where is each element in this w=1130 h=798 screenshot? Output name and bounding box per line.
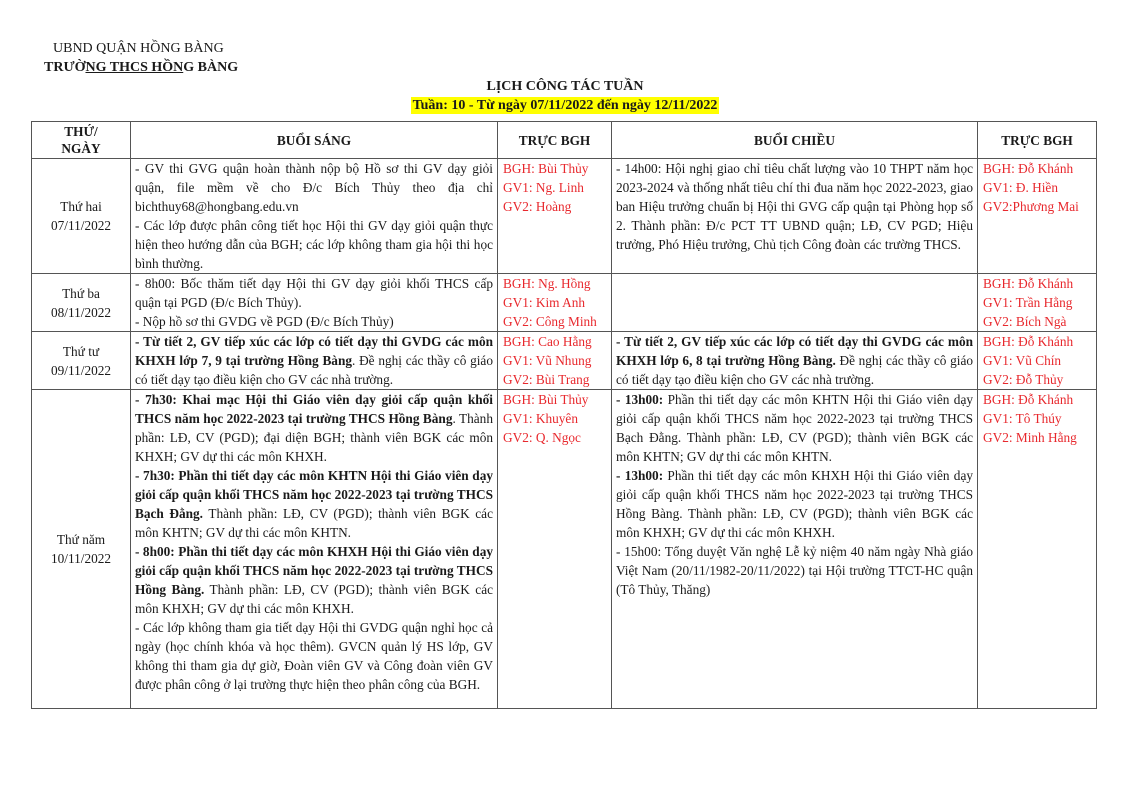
col-header-afternoon: BUỔI CHIỀU [612,122,978,159]
duty-gv1: GV1: Vũ Chín [983,353,1062,368]
task-item: - 13h00: Phần thi tiết dạy các môn KHXH Hội thi Giáo viên dạy giỏi cấp quận khối THCS năm học 2022-2023 tại trường THCS Hồng Bàng. Thành phần: LĐ, CV (PGD); thành viên BGK các môn KHXH; GV dự thi các môn KHXH. [616,468,974,540]
duty-gv1: GV1: Kim Anh [503,295,586,310]
col-header-day: THỨ/ NGÀY [32,122,131,159]
task-item: - Nộp hồ sơ thi GVDG về PGD (Đ/c Bích Thủy) [135,314,394,329]
duty-gv1: GV1: Vũ Nhung [503,353,592,368]
table-header-row [32,122,1097,159]
duty-gv1: GV1: Đ. Hiền [983,180,1058,195]
table-row [32,159,1097,274]
task-item: - 15h00: Tổng duyệt Văn nghệ Lễ kỷ niệm 40 năm ngày Nhà giáo Việt Nam (20/11/1982-20/11/2022) tại Hội trường TTCT-HC quận (Tô Thủy, Thăng) [616,544,973,597]
task-item: - Các lớp không tham gia tiết dạy Hội thi GVDG quận nghỉ học cả ngày (học chính khóa và học thêm). GVCN quản lý HS lớp, GV không thi tham gia dự giờ, Đoàn viên GV và Công đoàn viên GV được phân công ở lại trường thực hiện theo phân công của BGH. [135,620,493,692]
task-item: - 7h30: Phần thi tiết dạy các môn KHTN Hội thi Giáo viên dạy giỏi cấp quận khối THCS năm học 2022-2023 tại trường THCS Bạch Đằng. Thành phần: LĐ, CV (PGD); thành viên BGK các môn KHTN; GV dự thi các môn KHTN. [135,468,493,540]
document-title: LỊCH CÔNG TÁC TUẦN [486,79,644,94]
duty-bgh: BGH: Cao Hằng [503,334,592,349]
duty-gv2: GV2: Bùi Trang [503,372,590,387]
duty-gv1: GV1: Trần Hằng [983,295,1073,310]
org-name-school: TRƯỜNG THCS HỒNG BÀNG [44,60,239,75]
duty-afternoon-cell [978,159,1097,274]
duty-gv2: GV2: Bích Ngà [983,314,1067,329]
table-row [32,390,1097,709]
duty-gv2: GV2: Q. Ngọc [503,430,581,445]
task-item: - 8h00: Phần thi tiết dạy các môn KHXH Hội thi Giáo viên dạy giỏi cấp quận khối THCS năm học 2022-2023 tại trường THCS Hồng Bàng. Thành phần: LĐ, CV (PGD); thành viên BGK các môn KHXH; GV dự thi các môn KHXH. [135,544,493,616]
afternoon-cell [612,390,978,709]
duty-morning-cell [498,390,612,709]
duty-bgh: BGH: Bùi Thủy [503,161,589,176]
week-range: Tuần: 10 - Từ ngày 07/11/2022 đến ngày 12/11/2022 [412,98,718,113]
day-cell: Thứ năm 10/11/2022 [32,390,131,709]
duty-gv2: GV2:Phương Mai [983,199,1079,214]
task-bold: - Từ tiết 2, GV tiếp xúc các lớp có tiết dạy thi GVDG các môn KHXH lớp 6, 8 tại trường Hồng Bàng. [616,334,973,368]
duty-gv2: GV2: Minh Hằng [983,430,1077,445]
duty-bgh: BGH: Đỗ Khánh [983,392,1074,407]
duty-bgh: BGH: Đỗ Khánh [983,276,1074,291]
task-bold: - Từ tiết 2, GV tiếp xúc các lớp có tiết dạy thi GVDG các môn KHXH lớp 7, 9 tại trường Hồng Bàng [135,334,493,368]
duty-bgh: BGH: Ng. Hồng [503,276,591,291]
org-name-district: UBND QUẬN HỒNG BÀNG [53,41,224,56]
morning-cell [131,274,498,332]
col-header-duty-afternoon: TRỰC BGH [978,122,1097,159]
duty-morning-cell [498,159,612,274]
task-item: - 14h00: Hội nghị giao chỉ tiêu chất lượng vào 10 THPT năm học 2023-2024 và thống nhất tiêu chí thi đua năm học 2022-2023, giao ban Hiệu trưởng chuẩn bị Hội thi GVG cấp quận tại Phòng họp số 2. Thành phần: Đ/c PCT TT UBND quận; LĐ, CV PGD; Hiệu trưởng, Phó Hiệu trưởng, Chủ tịch Công đoàn các trường THCS. [616,161,973,252]
duty-gv2: GV2: Công Minh [503,314,597,329]
duty-bgh: BGH: Đỗ Khánh [983,334,1074,349]
duty-gv1: GV1: Ng. Linh [503,180,584,195]
task-item: - 13h00: Phần thi tiết dạy các môn KHTN Hội thi Giáo viên dạy giỏi cấp quận khối THCS năm học 2022-2023 tại trường THCS Bạch Đằng. Thành phần: LĐ, CV (PGD); thành viên BGK các môn KHTN; GV dự thi các môn KHTN. [616,392,974,464]
table-row [32,332,1097,390]
day-cell: Thứ tư 09/11/2022 [32,332,131,390]
table-row [32,274,1097,332]
duty-afternoon-cell [978,274,1097,332]
afternoon-cell [612,274,978,332]
day-cell: Thứ ba 08/11/2022 [32,274,131,332]
afternoon-cell [612,332,978,390]
duty-morning-cell [498,274,612,332]
task-item: - 8h00: Bốc thăm tiết dạy Hội thi GV dạy giỏi khối THCS cấp quận tại PGD (Đ/c Bích Thủy). [135,276,493,310]
task-item: - Các lớp được phân công tiết học Hội thi GV dạy giỏi quận thực hiện theo hướng dẫn của BGH; các lớp không tham gia hội thi học bình thường. [135,218,493,271]
afternoon-cell [612,159,978,274]
task-item: - GV thi GVG quận hoàn thành nộp bộ Hồ sơ thi GV dạy giỏi quận, file mềm về cho Đ/c Bích Thủy theo địa chỉ bichthuy68@hongbang.edu.vn [135,161,493,214]
duty-gv1: GV1: Khuyên [503,411,578,426]
duty-afternoon-cell [978,390,1097,709]
duty-afternoon-cell [978,332,1097,390]
task-item: - 7h30: Khai mạc Hội thi Giáo viên dạy giỏi cấp quận khối THCS năm học 2022-2023 tại trường THCS Hồng Bàng. Thành phần: LĐ, CV (PGD); đại diện BGH; thành viên BGK các môn KHXH; GV dự thi các môn KHXH. [135,392,493,464]
day-cell: Thứ hai 07/11/2022 [32,159,131,274]
duty-bgh: BGH: Bùi Thủy [503,392,589,407]
col-header-morning: BUỔI SÁNG [131,122,498,159]
col-header-duty-morning: TRỰC BGH [498,122,612,159]
task-text: Đề nghị các thầy cô giáo có tiết dạy tạo điều kiện cho GV các nhà trường. [616,353,973,387]
morning-cell [131,159,498,274]
duty-gv1: GV1: Tô Thúy [983,411,1062,426]
task-text: . Đề nghị các thầy cô giáo có tiết dạy tạo điều kiện cho GV các nhà trường. [135,353,493,387]
duty-gv2: GV2: Hoàng [503,199,572,214]
morning-cell [131,390,498,709]
morning-cell [131,332,498,390]
duty-gv2: GV2: Đỗ Thủy [983,372,1064,387]
duty-morning-cell [498,332,612,390]
duty-bgh: BGH: Đỗ Khánh [983,161,1074,176]
schedule-table [31,121,1097,709]
